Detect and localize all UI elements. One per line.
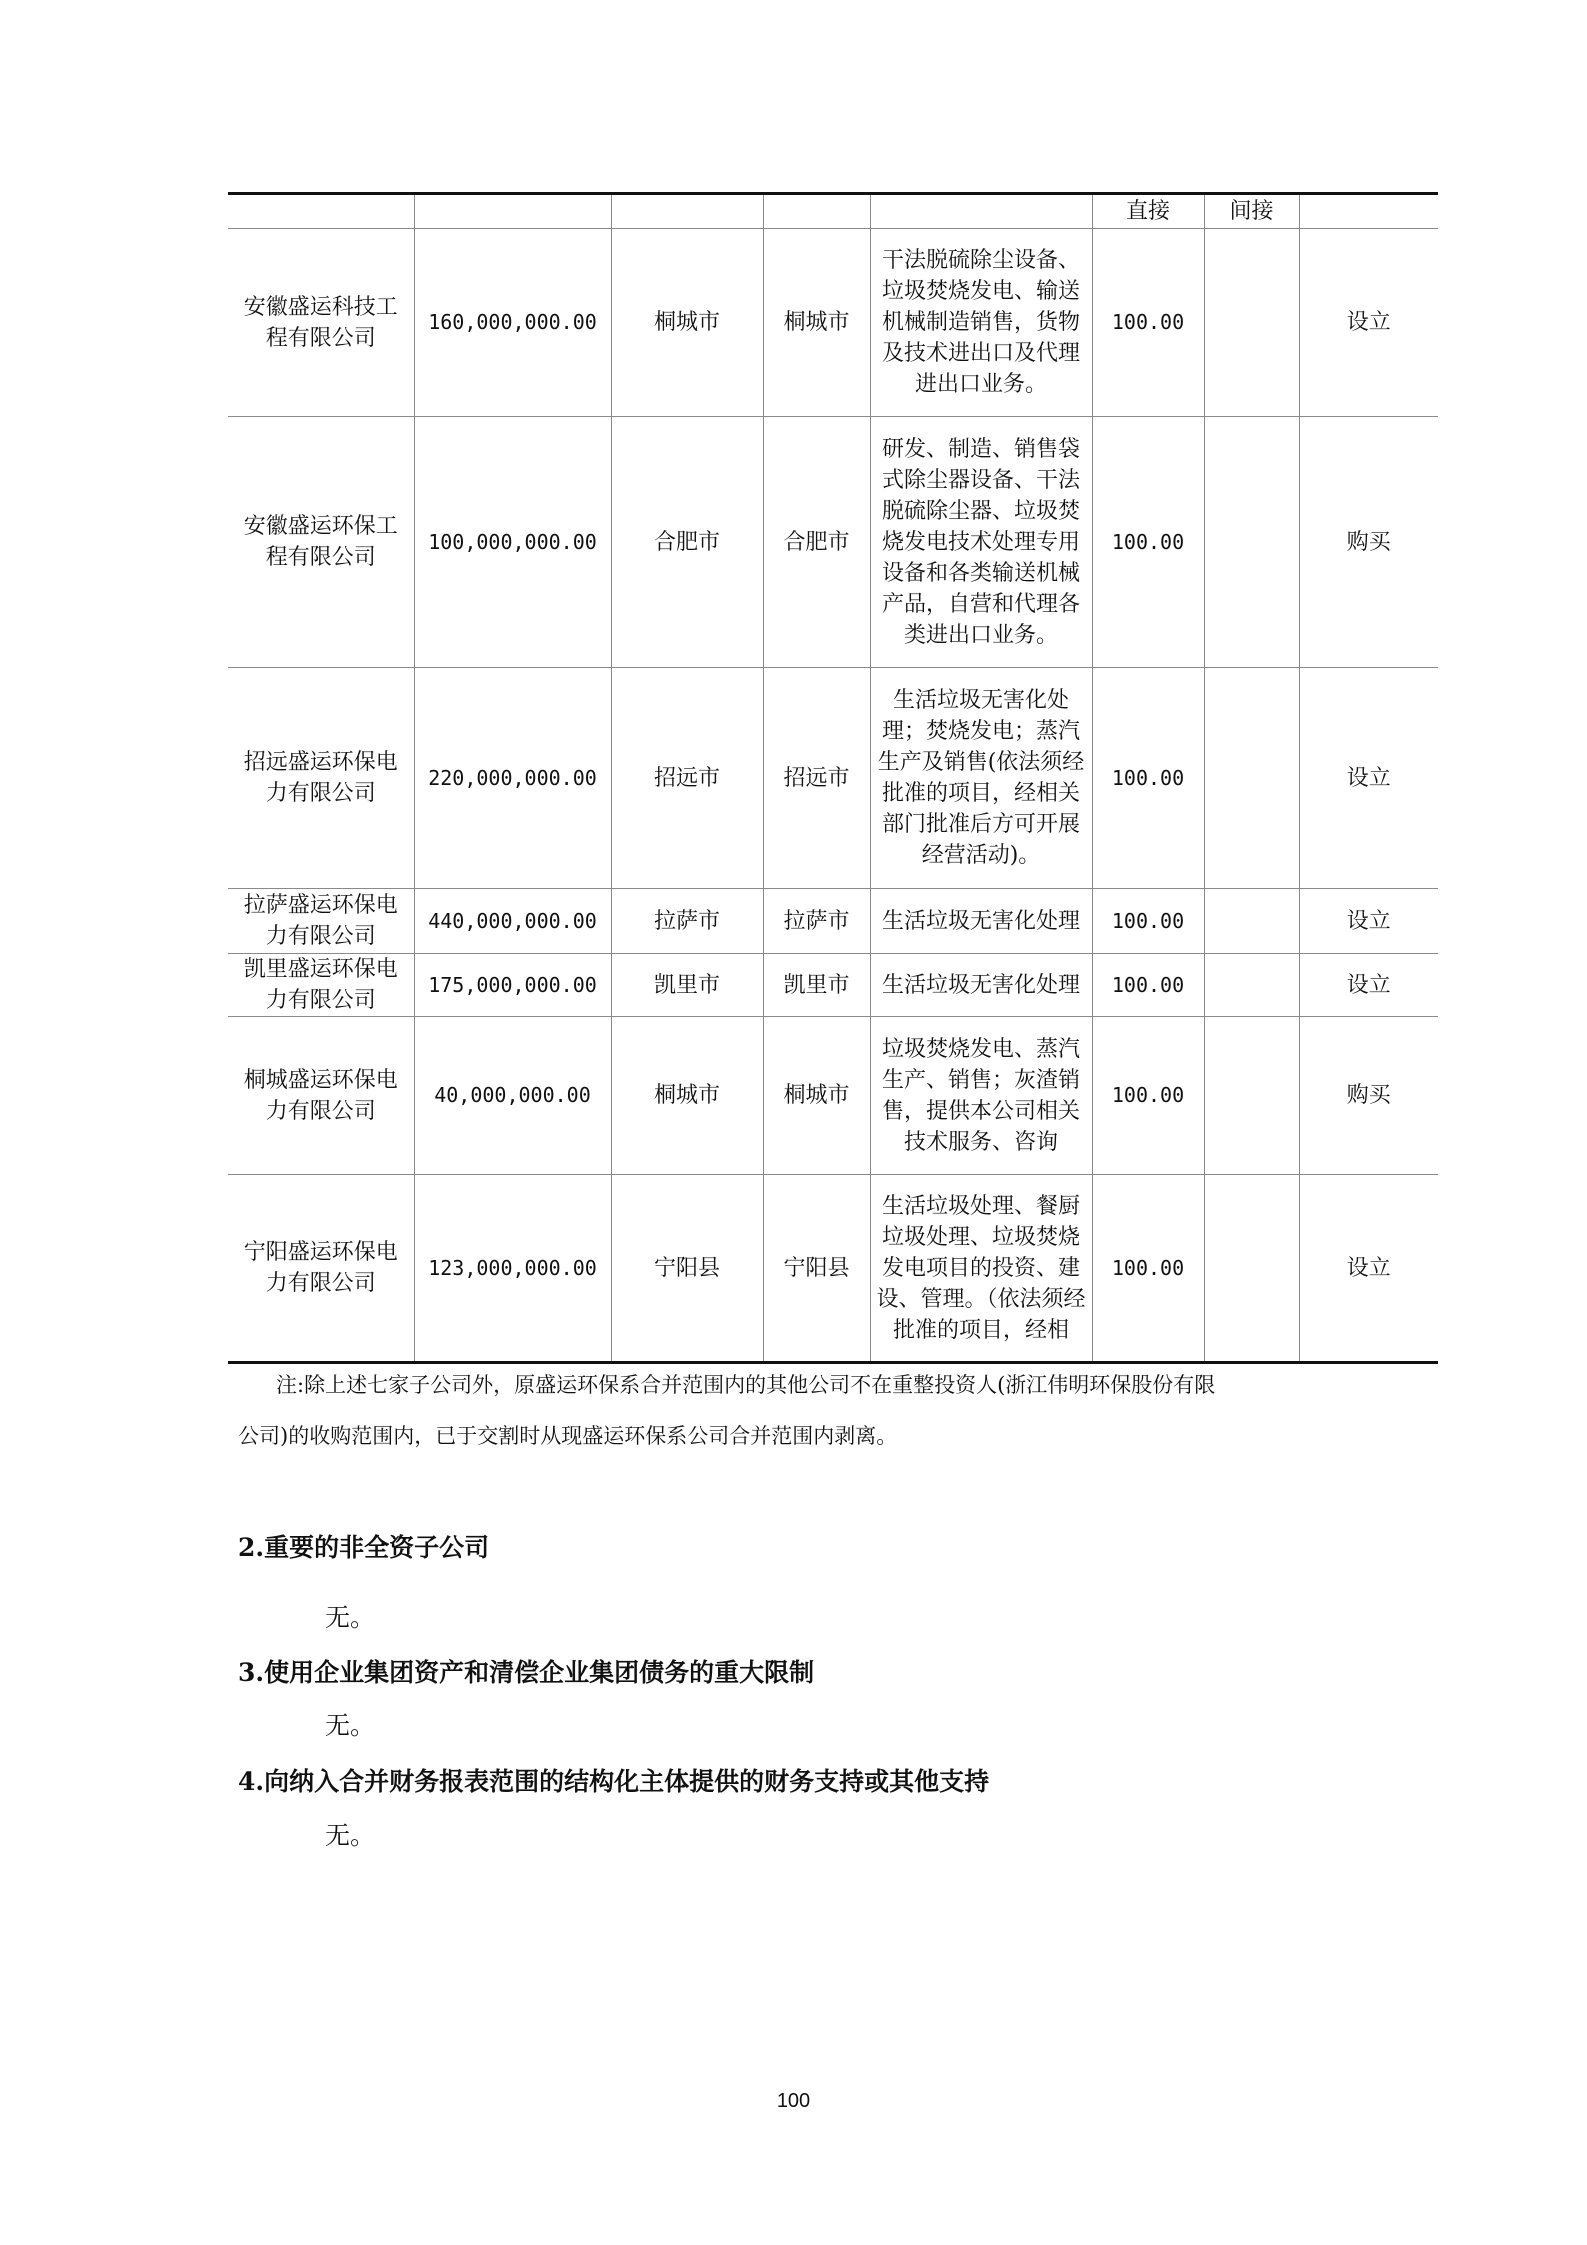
- registered-place: 桐城市: [611, 229, 763, 417]
- table-header-row: [228, 194, 1438, 229]
- business-place: 桐城市: [763, 1017, 870, 1175]
- direct-share: 100.00: [1092, 417, 1204, 668]
- acquisition-method: 设立: [1299, 1175, 1438, 1363]
- table-row: [228, 417, 1438, 668]
- company-name: 招远盛运环保电力有限公司: [228, 668, 414, 889]
- acquisition-method: 设立: [1299, 668, 1438, 889]
- note-line-1: 注:除上述七家子公司外，原盛运环保系合并范围内的其他公司不在重整投资人(浙江伟明环保股份有限: [276, 1373, 1216, 1397]
- registered-place: 桐城市: [611, 1017, 763, 1175]
- business-scope: 干法脱硫除尘设备、垃圾焚烧发电、输送机械制造销售，货物及技术进出口及代理进出口业务。: [870, 229, 1092, 417]
- business-place: 拉萨市: [763, 889, 870, 954]
- table-row: [228, 668, 1438, 889]
- registered-capital: 123,000,000.00: [414, 1175, 611, 1363]
- section-body: 无。: [325, 1821, 376, 1850]
- direct-share: 100.00: [1092, 1175, 1204, 1363]
- registered-capital: 160,000,000.00: [414, 229, 611, 417]
- business-scope: 垃圾焚烧发电、蒸汽生产、销售；灰渣销售，提供本公司相关技术服务、咨询: [870, 1017, 1092, 1175]
- registered-place: 招远市: [611, 668, 763, 889]
- indirect-share: [1204, 668, 1299, 889]
- indirect-share: [1204, 954, 1299, 1017]
- section-heading: 2.重要的非全资子公司: [238, 1533, 490, 1562]
- direct-share: 100.00: [1092, 889, 1204, 954]
- business-place: 桐城市: [763, 229, 870, 417]
- table-note: [238, 1360, 1398, 1462]
- company-name: 桐城盛运环保电力有限公司: [228, 1017, 414, 1175]
- company-name: 凯里盛运环保电力有限公司: [228, 954, 414, 1017]
- direct-share: 100.00: [1092, 1017, 1204, 1175]
- table-row: [228, 1175, 1438, 1363]
- registered-place: 拉萨市: [611, 889, 763, 954]
- business-scope: 研发、制造、销售袋式除尘器设备、干法脱硫除尘器、垃圾焚烧发电技术处理专用设备和各类输送机械产品，自营和代理各类进出口业务。: [870, 417, 1092, 668]
- business-place: 凯里市: [763, 954, 870, 1017]
- registered-place: 合肥市: [611, 417, 763, 668]
- section-heading: 4.向纳入合并财务报表范围的结构化主体提供的财务支持或其他支持: [238, 1767, 990, 1796]
- table-row: [228, 889, 1438, 954]
- direct-share: 100.00: [1092, 668, 1204, 889]
- business-place: 合肥市: [763, 417, 870, 668]
- acquisition-method: 设立: [1299, 229, 1438, 417]
- section-body: 无。: [325, 1603, 376, 1632]
- registered-capital: 40,000,000.00: [414, 1017, 611, 1175]
- table-row: [228, 1017, 1438, 1175]
- acquisition-method: 设立: [1299, 954, 1438, 1017]
- company-name: 安徽盛运科技工程有限公司: [228, 229, 414, 417]
- section-body: 无。: [325, 1711, 376, 1740]
- company-name: 安徽盛运环保工程有限公司: [228, 417, 414, 668]
- indirect-share: [1204, 889, 1299, 954]
- direct-share: 100.00: [1092, 229, 1204, 417]
- header-indirect: 间接: [1204, 194, 1299, 229]
- registered-place: 凯里市: [611, 954, 763, 1017]
- company-name: 宁阳盛运环保电力有限公司: [228, 1175, 414, 1363]
- registered-capital: 175,000,000.00: [414, 954, 611, 1017]
- business-scope: 生活垃圾无害化处理: [870, 889, 1092, 954]
- business-place: 宁阳县: [763, 1175, 870, 1363]
- indirect-share: [1204, 417, 1299, 668]
- indirect-share: [1204, 1017, 1299, 1175]
- company-name: 拉萨盛运环保电力有限公司: [228, 889, 414, 954]
- registered-capital: 100,000,000.00: [414, 417, 611, 668]
- direct-share: 100.00: [1092, 954, 1204, 1017]
- acquisition-method: 设立: [1299, 889, 1438, 954]
- registered-place: 宁阳县: [611, 1175, 763, 1363]
- subsidiaries-table: [228, 192, 1438, 1364]
- indirect-share: [1204, 229, 1299, 417]
- business-scope: 生活垃圾无害化处理；焚烧发电；蒸汽生产及销售(依法须经批准的项目，经相关部门批准后方可开展经营活动)。: [870, 668, 1092, 889]
- page-number: 100: [776, 2090, 811, 2112]
- acquisition-method: 购买: [1299, 417, 1438, 668]
- section-heading: 3.使用企业集团资产和清偿企业集团债务的重大限制: [238, 1658, 815, 1687]
- table-row: [228, 229, 1438, 417]
- business-scope: 生活垃圾无害化处理: [870, 954, 1092, 1017]
- table-row: [228, 954, 1438, 1017]
- business-scope: 生活垃圾处理、餐厨垃圾处理、垃圾焚烧发电项目的投资、建设、管理。（依法须经批准的项目，经相: [870, 1175, 1092, 1363]
- business-place: 招远市: [763, 668, 870, 889]
- indirect-share: [1204, 1175, 1299, 1363]
- registered-capital: 220,000,000.00: [414, 668, 611, 889]
- registered-capital: 440,000,000.00: [414, 889, 611, 954]
- acquisition-method: 购买: [1299, 1017, 1438, 1175]
- note-line-2: 公司)的收购范围内，已于交割时从现盛运环保系公司合并范围内剥离。: [238, 1424, 898, 1448]
- header-direct: 直接: [1092, 194, 1204, 229]
